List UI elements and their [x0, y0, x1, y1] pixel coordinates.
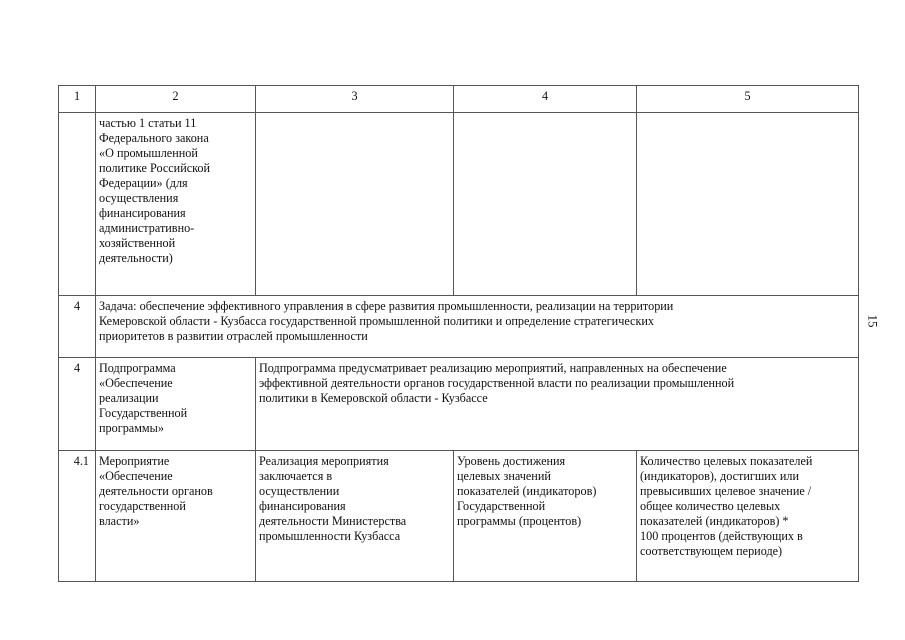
cell-legal-basis: частью 1 статьи 11 Федерального закона «О промышленной политике Российской Федерации» (для осуществления финансирования административно- хозяйственной деятельности) — [96, 113, 256, 296]
cell-task-description: Задача: обеспечение эффективного управления в сфере развития промышленности, реализации на территории Кемеровской области - Кузбасса государственной промышленной политики и определение стратегических приоритетов в развитии отраслей промышленности — [96, 296, 859, 358]
program-table — [58, 85, 859, 582]
cell-subprogram-description: Подпрограмма предусматривает реализацию мероприятий, направленных на обеспечение эффективной деятельности органов государственной власти по реализации промышленной политики в Кемеровской области - Кузбассе — [256, 358, 859, 451]
cell-indicator-formula: Количество целевых показателей (индикаторов), достигших или превысивших целевое значение / общее количество целевых показателей (индикаторов) * 100 процентов (действующих в соответствующем периоде) — [637, 451, 859, 582]
row-number: 4 — [59, 296, 96, 358]
cell-subprogram-name: Подпрограмма «Обеспечение реализации Государственной программы» — [96, 358, 256, 451]
cell-indicator-name: Уровень достижения целевых значений показателей (индикаторов) Государственной программы (процентов) — [454, 451, 637, 582]
header-col-1: 1 — [59, 86, 96, 113]
cell-measure-name: Мероприятие «Обеспечение деятельности органов государственной власти» — [96, 451, 256, 582]
table-row-task — [59, 296, 859, 358]
header-col-5: 5 — [637, 86, 859, 113]
table-row-subprogram — [59, 358, 859, 451]
row-number — [59, 113, 96, 296]
cell-measure-description: Реализация мероприятия заключается в осуществлении финансирования деятельности Министерства промышленности Кузбасса — [256, 451, 454, 582]
cell-empty-4 — [454, 113, 637, 296]
header-col-3: 3 — [256, 86, 454, 113]
page-number: 15 — [865, 314, 881, 328]
table-header-row — [59, 86, 859, 113]
header-col-2: 2 — [96, 86, 256, 113]
table-row-measure — [59, 451, 859, 582]
cell-empty-3 — [256, 113, 454, 296]
row-number: 4 — [59, 358, 96, 451]
table-row-continuation — [59, 113, 859, 296]
cell-empty-5 — [637, 113, 859, 296]
header-col-4: 4 — [454, 86, 637, 113]
row-number: 4.1 — [59, 451, 96, 582]
